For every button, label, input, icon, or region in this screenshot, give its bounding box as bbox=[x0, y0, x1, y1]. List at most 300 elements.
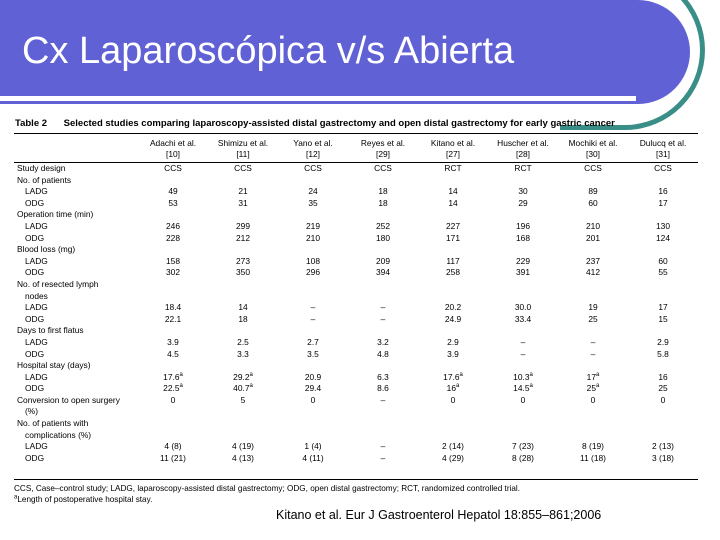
cell-value: 20.2 bbox=[444, 302, 462, 313]
table-cell bbox=[208, 175, 278, 187]
cell-value: 10.3 bbox=[513, 371, 530, 382]
table-header-row bbox=[14, 134, 698, 163]
table-cell bbox=[628, 302, 698, 314]
row-label: ODG bbox=[25, 197, 45, 208]
table-cell bbox=[418, 291, 488, 303]
table-cell bbox=[138, 198, 208, 210]
table-cell bbox=[418, 198, 488, 210]
column-author: Reyes et al. bbox=[360, 138, 406, 148]
table-cell bbox=[628, 349, 698, 361]
table-cell bbox=[558, 163, 628, 175]
table-cell bbox=[208, 372, 278, 384]
table-cell bbox=[208, 198, 278, 210]
cell-value: 219 bbox=[306, 220, 320, 231]
table-cell bbox=[418, 337, 488, 349]
table-cell bbox=[138, 360, 208, 372]
table-cell bbox=[278, 372, 348, 384]
column-header bbox=[488, 134, 558, 163]
table-number: Table 2 bbox=[15, 118, 48, 129]
table-cell bbox=[488, 314, 558, 326]
table-cell bbox=[348, 209, 418, 221]
table-cell bbox=[628, 279, 698, 291]
cell-value: 49 bbox=[168, 186, 178, 197]
cell-value: 108 bbox=[306, 255, 320, 266]
cell-value: 124 bbox=[656, 232, 670, 243]
table-cell bbox=[558, 418, 628, 430]
cell-value: 3.3 bbox=[237, 348, 249, 359]
cell-value: 2.5 bbox=[237, 336, 249, 347]
table-cell bbox=[558, 209, 628, 221]
cell-value: 0 bbox=[590, 394, 596, 405]
table-cell bbox=[348, 256, 418, 268]
table-cell bbox=[628, 175, 698, 187]
table-cell bbox=[138, 372, 208, 384]
row-label: No. of patients with bbox=[17, 418, 89, 429]
table-cell bbox=[628, 198, 698, 210]
table-cell bbox=[418, 395, 488, 407]
cell-value: 117 bbox=[446, 255, 460, 266]
cell-value: 8 (19) bbox=[582, 441, 604, 452]
table-cell bbox=[278, 325, 348, 337]
row-label: Operation time (min) bbox=[17, 209, 94, 220]
cell-value: 17 bbox=[586, 371, 596, 382]
table-cell bbox=[558, 198, 628, 210]
table-cell bbox=[278, 163, 348, 175]
table-row bbox=[14, 441, 698, 453]
table-cell bbox=[138, 325, 208, 337]
table-row bbox=[14, 325, 698, 337]
row-label: (%) bbox=[25, 406, 39, 417]
cell-value: 246 bbox=[166, 220, 180, 231]
table-cell bbox=[418, 163, 488, 175]
table-cell bbox=[628, 441, 698, 453]
cell-value: 168 bbox=[516, 232, 530, 243]
table-cell bbox=[488, 430, 558, 442]
table-cell bbox=[208, 453, 278, 465]
cell-value: 258 bbox=[446, 267, 460, 278]
cell-value: 11 (21) bbox=[160, 452, 186, 463]
cell-value: 2 (14) bbox=[442, 441, 464, 452]
row-label: Study design bbox=[17, 163, 66, 173]
column-author: Yano et al. bbox=[293, 138, 333, 148]
table-cell bbox=[628, 221, 698, 233]
table-cell bbox=[418, 360, 488, 372]
cell-value: – bbox=[590, 336, 596, 347]
table-cell bbox=[558, 291, 628, 303]
table-cell bbox=[208, 349, 278, 361]
table-cell bbox=[278, 186, 348, 198]
table-cell bbox=[628, 372, 698, 384]
table-cell bbox=[488, 383, 558, 395]
table-row bbox=[14, 175, 698, 187]
cell-value: 210 bbox=[306, 232, 320, 243]
cell-value: 17.6 bbox=[163, 371, 180, 382]
table-cell bbox=[488, 395, 558, 407]
cell-value: RCT bbox=[514, 163, 532, 173]
column-header bbox=[278, 134, 348, 163]
table-cell bbox=[558, 186, 628, 198]
cell-value: 8.6 bbox=[377, 383, 389, 394]
table-caption bbox=[14, 116, 698, 134]
study-table bbox=[14, 116, 698, 464]
table-cell bbox=[558, 372, 628, 384]
table-cell bbox=[558, 279, 628, 291]
cell-value: 4.8 bbox=[377, 348, 389, 359]
table-cell bbox=[488, 163, 558, 175]
cell-footnote-mark: a bbox=[595, 371, 600, 378]
column-author: Huscher et al. bbox=[497, 138, 549, 148]
cell-value: 29.2 bbox=[233, 371, 250, 382]
table-cell bbox=[488, 186, 558, 198]
table-row bbox=[14, 163, 698, 175]
table-cell bbox=[208, 163, 278, 175]
table-row bbox=[14, 267, 698, 279]
cell-value: 3 (18) bbox=[652, 452, 674, 463]
table-cell bbox=[208, 441, 278, 453]
cell-value: 30 bbox=[518, 186, 528, 197]
column-ref: [10] bbox=[166, 148, 180, 159]
table-cell bbox=[348, 279, 418, 291]
table-cell bbox=[138, 221, 208, 233]
cell-value: 4 (19) bbox=[232, 441, 254, 452]
table-cell bbox=[138, 383, 208, 395]
table-cell bbox=[278, 406, 348, 418]
table-cell bbox=[418, 430, 488, 442]
table-cell bbox=[278, 418, 348, 430]
row-label: ODG bbox=[25, 452, 45, 463]
table-cell bbox=[488, 221, 558, 233]
table-cell bbox=[418, 325, 488, 337]
table-cell bbox=[278, 233, 348, 245]
cell-value: 8 (28) bbox=[512, 452, 534, 463]
cell-value: 2.9 bbox=[447, 336, 459, 347]
table-cell bbox=[558, 441, 628, 453]
cell-value: 252 bbox=[376, 220, 390, 231]
cell-value: 394 bbox=[376, 267, 390, 278]
table-cell bbox=[558, 406, 628, 418]
table-cell bbox=[348, 418, 418, 430]
table-cell bbox=[138, 395, 208, 407]
table-cell bbox=[628, 314, 698, 326]
cell-value: 0 bbox=[520, 394, 526, 405]
cell-value: 171 bbox=[446, 232, 460, 243]
table-cell bbox=[138, 349, 208, 361]
row-label: LADG bbox=[25, 371, 48, 382]
row-label: LADG bbox=[25, 336, 48, 347]
table-cell bbox=[628, 267, 698, 279]
table-cell bbox=[348, 186, 418, 198]
table-cell bbox=[348, 383, 418, 395]
table-cell bbox=[348, 406, 418, 418]
table-cell bbox=[278, 349, 348, 361]
table-cell bbox=[138, 441, 208, 453]
row-label: LADG bbox=[25, 255, 48, 266]
cell-value: 212 bbox=[236, 232, 250, 243]
table-cell bbox=[558, 430, 628, 442]
cell-value: CCS bbox=[234, 163, 252, 173]
table-cell bbox=[488, 406, 558, 418]
table-cell bbox=[138, 291, 208, 303]
table-cell bbox=[278, 337, 348, 349]
table-cell bbox=[628, 186, 698, 198]
cell-value: 3.9 bbox=[447, 348, 459, 359]
cell-value: 17 bbox=[658, 197, 668, 208]
table-cell bbox=[138, 267, 208, 279]
table-cell bbox=[138, 302, 208, 314]
row-label: ODG bbox=[25, 313, 45, 324]
table-row bbox=[14, 430, 698, 442]
column-ref: [28] bbox=[516, 148, 530, 159]
cell-value: 0 bbox=[310, 394, 316, 405]
table-row bbox=[14, 244, 698, 256]
cell-value: 196 bbox=[516, 220, 530, 231]
column-author: Mochiki et al. bbox=[568, 138, 618, 148]
table-cell bbox=[348, 221, 418, 233]
header-empty bbox=[14, 134, 138, 163]
table-cell bbox=[348, 198, 418, 210]
table-cell bbox=[488, 418, 558, 430]
cell-value: – bbox=[310, 302, 316, 313]
cell-value: 3.2 bbox=[377, 336, 389, 347]
table-cell bbox=[138, 337, 208, 349]
cell-footnote-mark: a bbox=[249, 383, 253, 390]
table-cell bbox=[278, 383, 348, 395]
table-cell bbox=[558, 337, 628, 349]
table-cell bbox=[558, 360, 628, 372]
cell-value: 7 (23) bbox=[512, 441, 534, 452]
row-label: nodes bbox=[25, 290, 48, 301]
cell-value: 2.7 bbox=[307, 336, 319, 347]
table-cell bbox=[418, 244, 488, 256]
cell-value: 24.9 bbox=[444, 313, 462, 324]
cell-value: RCT bbox=[444, 163, 462, 173]
table-cell bbox=[488, 441, 558, 453]
cell-value: 21 bbox=[238, 186, 248, 197]
cell-value: 14 bbox=[238, 302, 248, 313]
table-cell bbox=[488, 325, 558, 337]
table-cell bbox=[628, 360, 698, 372]
footnote-text: Length of postoperative hospital stay. bbox=[17, 495, 153, 504]
table-cell bbox=[138, 430, 208, 442]
table-cell bbox=[558, 233, 628, 245]
row-label: LADG bbox=[25, 302, 48, 313]
row-label: No. of resected lymph bbox=[17, 278, 99, 289]
cell-value: 4 (29) bbox=[442, 452, 464, 463]
cell-value: CCS bbox=[374, 163, 392, 173]
table-row bbox=[14, 302, 698, 314]
table-cell bbox=[348, 441, 418, 453]
table-cell bbox=[418, 406, 488, 418]
table-cell bbox=[278, 256, 348, 268]
cell-value: 0 bbox=[450, 394, 456, 405]
column-author: Adachi et al. bbox=[149, 138, 197, 148]
cell-value: 30.0 bbox=[514, 302, 532, 313]
cell-value: 11 (18) bbox=[580, 452, 606, 463]
column-header bbox=[628, 134, 698, 163]
table-cell bbox=[278, 198, 348, 210]
table-cell bbox=[418, 302, 488, 314]
cell-value: 5 bbox=[240, 394, 246, 405]
table-cell bbox=[558, 383, 628, 395]
table-cell bbox=[208, 244, 278, 256]
table-cell bbox=[348, 337, 418, 349]
cell-value: 25 bbox=[588, 313, 598, 324]
table-cell bbox=[628, 406, 698, 418]
cell-value: 31 bbox=[238, 197, 248, 208]
table-cell bbox=[278, 291, 348, 303]
cell-value: 229 bbox=[516, 255, 530, 266]
table-cell bbox=[558, 175, 628, 187]
row-label: Blood loss (mg) bbox=[17, 244, 76, 255]
cell-footnote-mark: a bbox=[179, 383, 183, 390]
cell-value: 16 bbox=[658, 186, 668, 197]
table-cell bbox=[418, 383, 488, 395]
table-cell bbox=[558, 302, 628, 314]
table-cell bbox=[628, 291, 698, 303]
footnote-abbreviations: CCS, Case–control study; LADG, laparoscopy-assisted distal gastrectomy; ODG, open distal gastrectomy; RCT, randomized controlled trial. bbox=[14, 484, 521, 493]
table-cell bbox=[208, 406, 278, 418]
cell-value: 22.1 bbox=[164, 313, 182, 324]
cell-value: 2 (13) bbox=[652, 441, 674, 452]
cell-value: 158 bbox=[166, 255, 180, 266]
row-label: Conversion to open surgery bbox=[17, 394, 120, 405]
cell-value: 53 bbox=[168, 197, 178, 208]
cell-footnote-mark: a bbox=[595, 383, 600, 390]
table-footnotes bbox=[14, 479, 698, 505]
cell-footnote-mark: a bbox=[249, 371, 253, 378]
table-cell bbox=[628, 256, 698, 268]
table-cell bbox=[208, 302, 278, 314]
table-cell bbox=[488, 291, 558, 303]
cell-value: 4 (8) bbox=[164, 441, 182, 452]
table-cell bbox=[138, 186, 208, 198]
cell-value: 180 bbox=[376, 232, 390, 243]
table-cell bbox=[418, 418, 488, 430]
cell-value: 60 bbox=[588, 197, 598, 208]
cell-value: 296 bbox=[306, 267, 320, 278]
table-cell bbox=[418, 186, 488, 198]
table-cell bbox=[418, 209, 488, 221]
cell-value: 18 bbox=[238, 313, 248, 324]
cell-value: 25 bbox=[658, 383, 668, 394]
cell-value: 5.8 bbox=[657, 348, 669, 359]
cell-value: 35 bbox=[308, 197, 318, 208]
column-ref: [29] bbox=[376, 148, 390, 159]
table-row bbox=[14, 221, 698, 233]
table-cell bbox=[628, 383, 698, 395]
cell-value: 4 (11) bbox=[302, 452, 324, 463]
cell-value: 2.9 bbox=[657, 336, 669, 347]
table-row bbox=[14, 349, 698, 361]
table-cell bbox=[418, 372, 488, 384]
table-cell bbox=[348, 360, 418, 372]
table-cell bbox=[278, 430, 348, 442]
table-cell bbox=[488, 337, 558, 349]
table-cell bbox=[628, 395, 698, 407]
row-label: No. of patients bbox=[17, 174, 72, 185]
table-cell bbox=[278, 314, 348, 326]
table-row bbox=[14, 198, 698, 210]
table-cell bbox=[418, 256, 488, 268]
cell-value: 16 bbox=[446, 383, 456, 394]
table-cell bbox=[138, 406, 208, 418]
table-cell bbox=[138, 279, 208, 291]
table-cell bbox=[208, 337, 278, 349]
table-cell bbox=[348, 244, 418, 256]
cell-value: 14.5 bbox=[513, 383, 530, 394]
cell-value: 14 bbox=[448, 197, 458, 208]
table-cell bbox=[418, 441, 488, 453]
row-label: Days to first flatus bbox=[17, 325, 84, 336]
cell-value: 18 bbox=[378, 186, 388, 197]
table-row bbox=[14, 453, 698, 465]
table-cell bbox=[418, 175, 488, 187]
row-label: Hospital stay (days) bbox=[17, 360, 91, 371]
row-label: ODG bbox=[25, 232, 45, 243]
cell-value: 16 bbox=[658, 371, 668, 382]
table-cell bbox=[278, 175, 348, 187]
table-cell bbox=[208, 233, 278, 245]
table-cell bbox=[418, 267, 488, 279]
table-cell bbox=[208, 395, 278, 407]
cell-value: 18 bbox=[378, 197, 388, 208]
table-cell bbox=[558, 349, 628, 361]
table-cell bbox=[628, 244, 698, 256]
cell-footnote-mark: a bbox=[529, 383, 533, 390]
cell-value: 89 bbox=[588, 186, 598, 197]
table-cell bbox=[348, 325, 418, 337]
table-cell bbox=[278, 279, 348, 291]
banner-divider bbox=[0, 96, 636, 101]
table-cell bbox=[628, 325, 698, 337]
cell-value: CCS bbox=[304, 163, 322, 173]
table-cell bbox=[418, 279, 488, 291]
table-cell bbox=[138, 163, 208, 175]
cell-value: 18.4 bbox=[164, 302, 182, 313]
cell-footnote-mark: a bbox=[529, 371, 533, 378]
table-cell bbox=[628, 209, 698, 221]
table-row bbox=[14, 372, 698, 384]
table-cell bbox=[138, 175, 208, 187]
cell-value: CCS bbox=[164, 163, 182, 173]
table-row bbox=[14, 186, 698, 198]
table-cell bbox=[558, 314, 628, 326]
table-cell bbox=[628, 430, 698, 442]
cell-value: 19 bbox=[588, 302, 598, 313]
table-cell bbox=[348, 267, 418, 279]
table-cell bbox=[488, 244, 558, 256]
table-cell bbox=[348, 314, 418, 326]
table-cell bbox=[488, 279, 558, 291]
cell-value: 55 bbox=[658, 267, 668, 278]
cell-value: – bbox=[380, 441, 386, 452]
cell-value: 3.5 bbox=[307, 348, 319, 359]
table-cell bbox=[348, 291, 418, 303]
cell-value: 273 bbox=[236, 255, 250, 266]
cell-value: 60 bbox=[658, 255, 668, 266]
table-cell bbox=[138, 209, 208, 221]
table-cell bbox=[558, 221, 628, 233]
cell-value: 40.7 bbox=[233, 383, 250, 394]
row-label: LADG bbox=[25, 186, 48, 197]
table-cell bbox=[208, 221, 278, 233]
cell-value: 3.9 bbox=[167, 336, 179, 347]
column-header bbox=[208, 134, 278, 163]
table-cell bbox=[138, 256, 208, 268]
table-body bbox=[14, 163, 698, 465]
table-cell bbox=[488, 302, 558, 314]
table-cell bbox=[558, 325, 628, 337]
